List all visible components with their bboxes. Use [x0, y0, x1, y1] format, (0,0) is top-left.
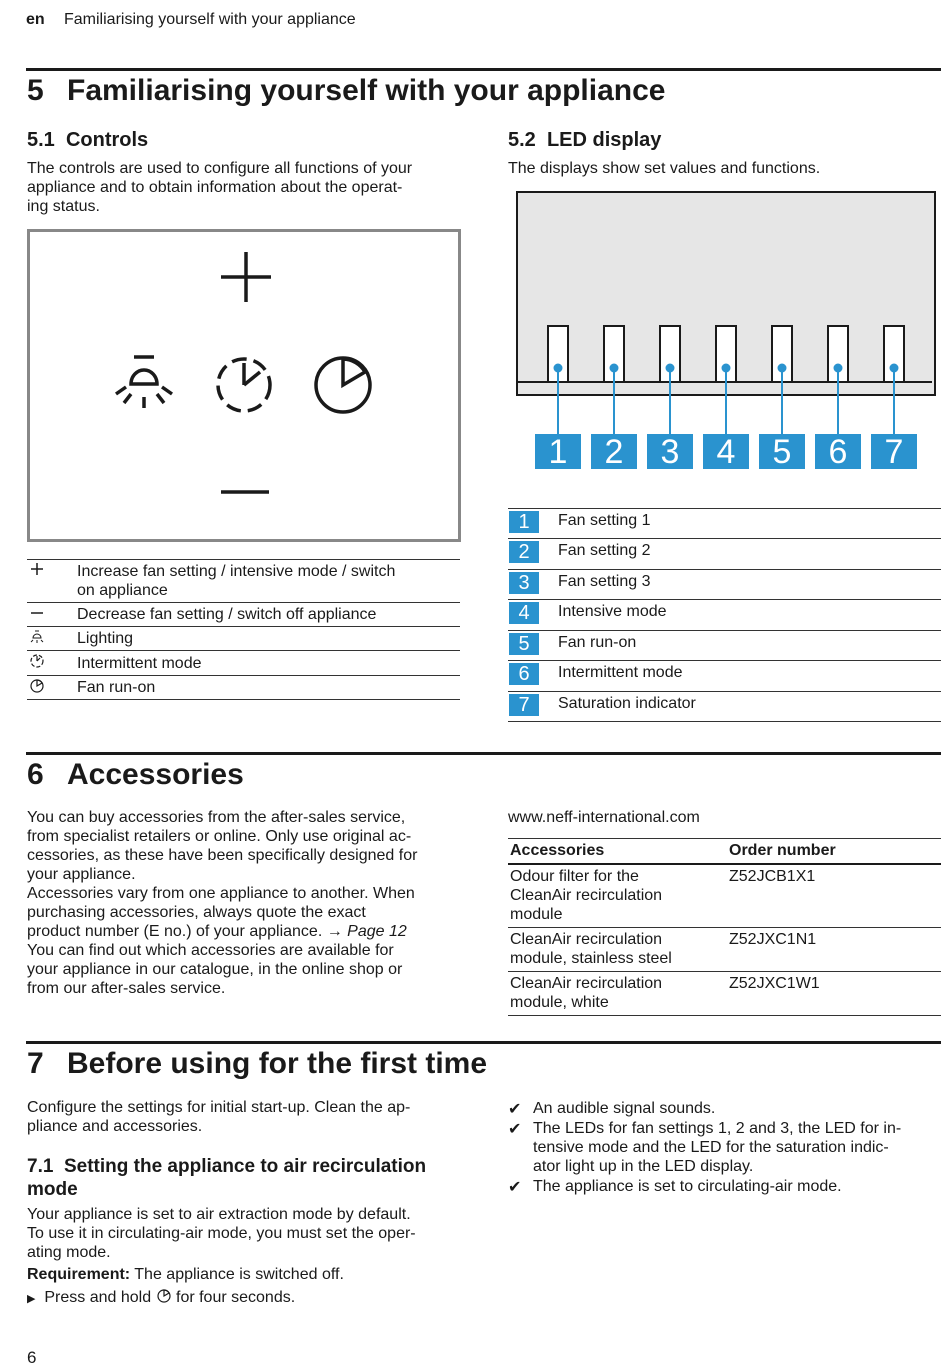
table-header: Accessories: [508, 839, 727, 865]
lamp-icon: [116, 357, 172, 408]
legend-lighting-text: Lighting: [77, 630, 134, 647]
instruction-step: ▶ Press and hold for four seconds.: [27, 1288, 295, 1309]
legend-plus-text: Increase fan setting / intensive mode / switch on appliance: [77, 563, 396, 599]
running-header: Familiarising yourself with your appliance: [64, 11, 356, 28]
subsection-5-2-heading: 5.2 LED display: [508, 129, 662, 151]
led-badge-5: 5: [759, 434, 805, 469]
led-badge-4: 4: [703, 434, 749, 469]
led-legend-badge: 5: [509, 633, 539, 655]
lamp-icon: [27, 629, 47, 650]
plus-icon: [221, 252, 271, 302]
legend-minus-text: Decrease fan setting / switch off appliance: [77, 606, 377, 623]
led-legend-label: Fan setting 3: [558, 573, 651, 590]
accessories-table: [508, 838, 941, 1016]
led-badge-7: 7: [871, 434, 917, 469]
section-rule: [26, 68, 941, 71]
table-row: CleanAir recirculation module, stainless steel Z52JXC1N1: [508, 928, 941, 972]
plus-icon: [27, 561, 47, 582]
led-legend-badge: 7: [509, 694, 539, 716]
step-arrow-icon: ▶: [27, 1293, 36, 1305]
led-callout-lines: [508, 318, 941, 438]
result-item: The appliance is set to circulating-air mode.: [533, 1178, 842, 1195]
section-7-heading: 7 Before using for the first time: [27, 1047, 488, 1080]
page-reference-link[interactable]: → Page 12: [326, 923, 407, 940]
fan-run-on-icon: [27, 678, 47, 699]
led-legend-badge: 3: [509, 572, 539, 594]
intermittent-icon: [218, 359, 270, 411]
led-legend-badge: 2: [509, 541, 539, 563]
led-intro: The displays show set values and functions.: [508, 160, 821, 177]
table-header: Order number: [727, 839, 941, 865]
led-legend-label: Fan setting 1: [558, 512, 651, 529]
checkmark-icon: ✔: [508, 1179, 522, 1196]
led-legend-label: Saturation indicator: [558, 695, 696, 712]
checkmark-icon: ✔: [508, 1101, 522, 1118]
led-legend-badge: 6: [509, 663, 539, 685]
controls-intro: The controls are used to configure all functions of your appliance and to obtain information about the operat- ing status.: [27, 160, 413, 215]
led-legend-label: Fan setting 2: [558, 542, 651, 559]
table-row: CleanAir recirculation module, white Z52JXC1W1: [508, 972, 941, 1016]
table-row: Odour filter for the CleanAir recirculation module Z52JCB1X1: [508, 864, 941, 928]
led-badge-1: 1: [535, 434, 581, 469]
result-item: The LEDs for fan settings 1, 2 and 3, the LED for in- tensive mode and the LED for the saturation indic- ator light up in the LED display.: [533, 1120, 902, 1175]
legend-intermittent-text: Intermittent mode: [77, 655, 202, 672]
led-badge-3: 3: [647, 434, 693, 469]
section-rule: [26, 1041, 941, 1044]
led-badge-2: 2: [591, 434, 637, 469]
checkmark-icon: ✔: [508, 1121, 522, 1138]
led-badge-6: 6: [815, 434, 861, 469]
intermittent-icon: [27, 653, 47, 674]
legend-fan-run-on-text: Fan run-on: [77, 679, 156, 696]
website-link[interactable]: www.neff-international.com: [508, 809, 700, 826]
section-5-heading: 5 Familiarising yourself with your appliance: [27, 74, 666, 107]
accessories-body: You can buy accessories from the after-sales service, from specialist retailers or online. Only use original ac- cessories, as these have been specifically designed for your appliance. Accessories vary from one appliance to another. When purchasing accessories, always quote the exact product number (E no.) of your appliance. → Page 12 You can find out which accessories are available for your appliance in our catalogue, in the online shop or from our after-sales service.: [27, 809, 418, 997]
subsection-7-1-heading: 7.1 Setting the appliance to air recirculation mode: [27, 1156, 427, 1200]
minus-icon: [27, 605, 47, 626]
section-6-heading: 6 Accessories: [27, 758, 244, 791]
subsection-5-1-heading: 5.1 Controls: [27, 129, 149, 151]
fan-run-on-icon: [316, 358, 370, 412]
result-item: An audible signal sounds.: [533, 1100, 716, 1117]
led-legend-label: Intermittent mode: [558, 664, 683, 681]
section-rule: [26, 752, 941, 755]
recirculation-body: Your appliance is set to air extraction mode by default. To use it in circulating-air mode, you must set the oper- ating mode.: [27, 1206, 416, 1261]
fan-run-on-icon: [156, 1288, 172, 1309]
language-code: en: [26, 11, 45, 28]
led-legend-badge: 1: [509, 511, 539, 533]
first-use-intro: Configure the settings for initial start-up. Clean the ap- pliance and accessories.: [27, 1099, 411, 1135]
control-panel-illustration: [27, 229, 461, 542]
led-legend-label: Fan run-on: [558, 634, 637, 651]
led-legend-label: Intensive mode: [558, 603, 667, 620]
led-legend-badge: 4: [509, 602, 539, 624]
requirement-line: Requirement: The appliance is switched off.: [27, 1266, 344, 1283]
page-number: 6: [27, 1348, 37, 1367]
